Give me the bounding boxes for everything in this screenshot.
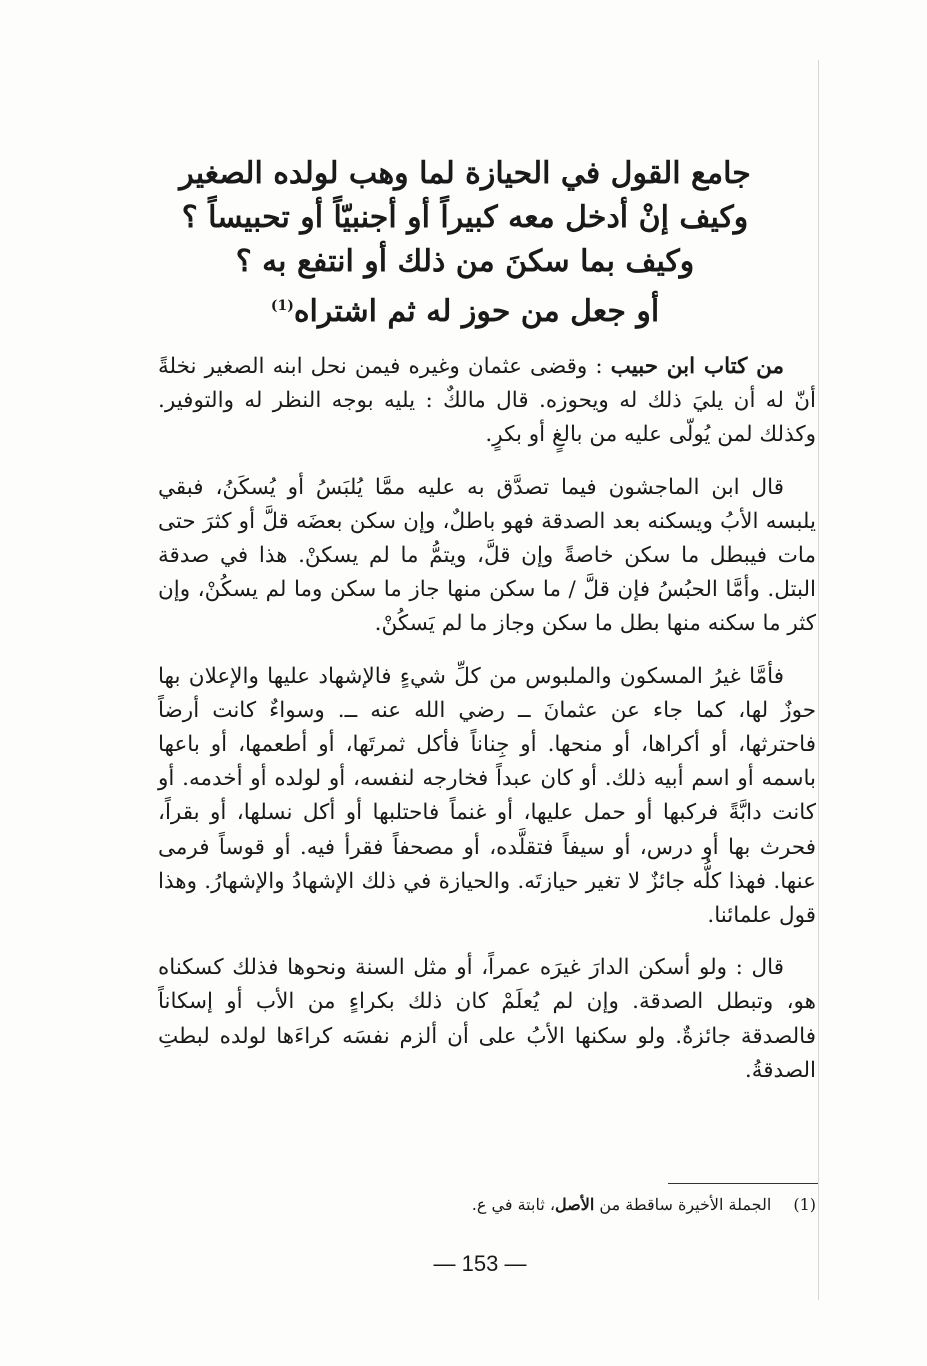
footnote-text-bold: الأصل bbox=[555, 1195, 595, 1214]
heading-footnote-marker: (1) bbox=[270, 298, 294, 314]
heading-line-2: وكيف إنْ أدخل معه كبيراً أو أجنبيّاً أو تحبيساً ؟ bbox=[181, 200, 749, 235]
page-edge-line bbox=[818, 60, 819, 1300]
footnote-number: (1) bbox=[793, 1195, 816, 1214]
source-reference: من كتاب ابن حبيب bbox=[610, 354, 784, 379]
paragraph-4: قال : ولو أسكن الدارَ غيرَه عمراً، أو مثل السنة ونحوها فذلك كسكناه هو، وتبطل الصدقة. وإن لم يُعلَمْ كان ذلك بكراءٍ من الأب أو إسكاناً فالصدقة جائزةٌ. ولو سكنها الأبُ على أن ألزم نفسَه كراءَها لولده لبطتِ الصدقةُ. bbox=[158, 955, 816, 1083]
footnote-separator bbox=[668, 1183, 818, 1184]
footnote-text-end: ، ثابتة في ع. bbox=[471, 1195, 556, 1214]
heading-line-1: جامع القول في الحيازة لما وهب لولده الصغير bbox=[179, 156, 751, 191]
main-text bbox=[158, 350, 816, 1106]
paragraph-1-text: : وقضى عثمان وغيره فيمن نحل ابنه الصغير نخلةً أنّ له أن يليَ ذلك له ويحوزه. قال مالكٌ : يليه بوجه النظر له والتوفير. وكذلك لمن يُولّى عليه من بالغٍ أو بكرٍ. bbox=[158, 354, 816, 448]
heading-line-4 bbox=[160, 284, 770, 334]
paragraph-1 bbox=[158, 350, 816, 453]
heading-line-3: وكيف بما سكنَ من ذلك أو انتفع به ؟ bbox=[235, 244, 695, 279]
chapter-heading bbox=[160, 152, 770, 334]
paragraph-2: قال ابن الماجشون فيما تصدَّق به عليه ممَّا يُلبَسُ أو يُسكَنُ، فبقي يلبسه الأبُ ويسكنه بعد الصدقة فهو باطلٌ، وإن سكن بعضَه قلَّ أو كثرَ حتى مات فيبطل ما سكن خاصةً وإن قلَّ، ويتمُّ ما لم يسكنْ. هذا في صدقة البتل. وأمَّا الحبُسُ فإن قلَّ / ما سكن منها جاز ما سكن وما لم يسكُنْ، وإن كثر ما سكنه منها بطل ما سكن وجاز ما لم يَسكُنْ. bbox=[158, 474, 816, 637]
paragraph-3: فأمَّا غيرُ المسكون والملبوس من كلِّ شيءٍ فالإشهاد عليها والإعلان بها حوزٌ لها، كما جاء عن عثمانَ ــ رضي الله عنه ــ. وسواءٌ كانت أرضاً فاحترثها، أو أكراها، أو منحها. أو جِناناً فأكل ثمرتَها، أو أطعمها، أو باعها باسمه أو اسم أبيه ذلك. أو كان عبداً فخارجه لنفسه، أو لولده أو أخدمه. أو كانت دابَّةً فركبها أو حمل عليها، أو غنماً فاحتلبها أو أكل نسلها، أو بقراً، فحرث بها أو درس، أو سيفاً فتقلَّده، أو مصحفاً فقرأ فيه. أو قوساً فرمى عنها. فهذا كلُّه جائزٌ لا تغير حيازتَه. والحيازة في ذلك الإشهادُ والإشهارُ. وهذا قول علمائنا. bbox=[158, 663, 816, 929]
page-number: — 153 — bbox=[433, 1251, 527, 1276]
heading-line-4-text: أو جعل من حوز له ثم اشتراه bbox=[293, 294, 660, 329]
footnote bbox=[340, 1193, 816, 1217]
footnote-text-start: الجملة الأخيرة ساقطة من bbox=[594, 1195, 772, 1214]
